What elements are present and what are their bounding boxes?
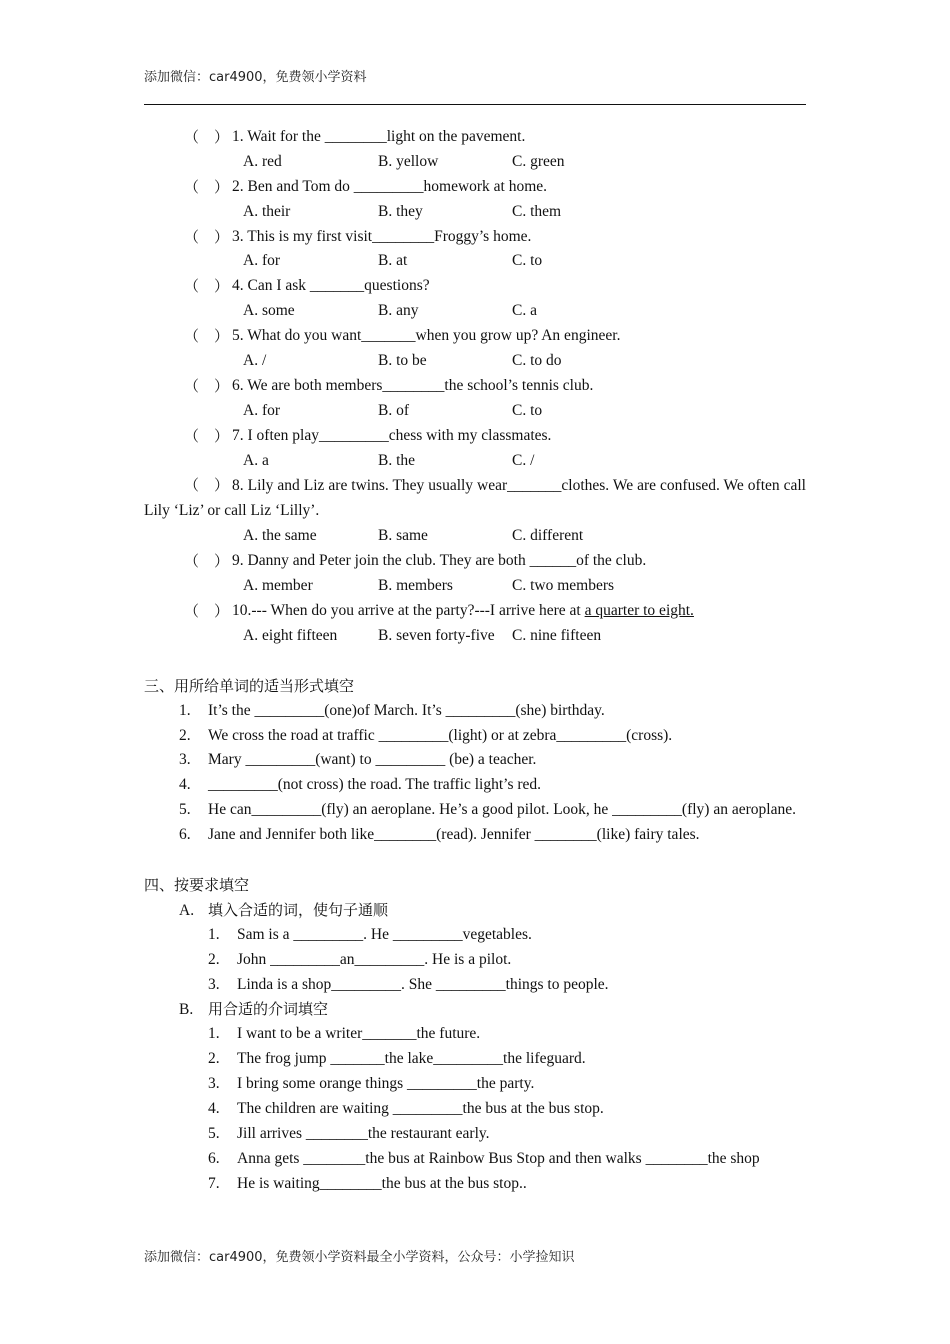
mcq-options [144,449,806,474]
option-c: C. a [512,302,537,320]
option-a: A. member [243,577,313,595]
option-b: B. to be [378,352,427,370]
mcq-question [144,599,806,624]
answer-blank[interactable]: （ ） [184,277,230,296]
fill-item [144,699,806,724]
item-text: He can_________(fly) an aeroplane. He’s a good pilot. Look, he _________(fly) an aeroplane. [208,801,796,819]
option-a: A. red [243,152,282,170]
option-b: B. any [378,302,419,320]
fill-item [144,973,806,998]
fill-item [144,1072,806,1097]
mcq-options [144,150,806,175]
mcq-question [144,225,806,250]
fill-item [144,923,806,948]
page-footer: 添加微信：car4900，免费领小学资料最全小学资料，公众号：小学捡知识 [144,1250,575,1265]
page-header: 添加微信：car4900，免费领小学资料 [144,70,367,85]
answer-blank[interactable]: （ ） [184,601,230,620]
item-number: 4. [208,1100,220,1117]
subsection-title [144,898,806,923]
item-text: The frog jump _______the lake_________the lifeguard. [237,1050,586,1068]
part-label: A. [179,901,195,919]
option-c: C. to do [512,352,562,370]
underlined-phrase: a quarter to eight. [584,601,694,619]
item-text: Sam is a _________. He _________vegetables. [237,925,532,943]
mcq-question [144,549,806,574]
mcq-options [144,249,806,274]
answer-blank[interactable]: （ ） [184,177,230,196]
mcq-options [144,524,806,549]
mcq-options [144,349,806,374]
item-number: 1. [208,1025,220,1043]
fill-item [144,1022,806,1047]
question-text: 1. Wait for the ________light on the pavement. [232,128,526,145]
fill-item [144,1097,806,1122]
fill-item [144,798,806,823]
subsection-title [144,997,806,1022]
fill-item [144,1147,806,1172]
fill-item [144,948,806,973]
option-a: A. some [243,302,295,320]
item-number: 2. [179,726,191,744]
fill-item [144,724,806,749]
header-rule [144,104,806,105]
fill-item [144,1047,806,1072]
answer-blank[interactable]: （ ） [184,476,230,495]
option-c: C. them [512,202,562,220]
item-number: 5. [179,801,191,819]
item-number: 3. [179,751,191,769]
item-number: 1. [208,925,220,943]
item-text: I bring some orange things _________the party. [237,1075,535,1093]
item-number: 4. [179,776,191,794]
item-text: He is waiting________the bus at the bus stop.. [237,1174,527,1192]
question-text: 8. Lily and Liz are twins. They usually wear_______clothes. We are confused. We often call Lily ‘Liz’ or call Liz ‘Lilly’. [144,477,806,520]
spacer [144,848,806,873]
answer-blank[interactable]: （ ） [184,128,230,146]
option-a: A. a [243,451,269,469]
item-text: I want to be a writer_______the future. [237,1025,481,1043]
section-title: 四、按要求填空 [144,875,250,894]
question-text: 4. Can I ask _______questions? [232,277,430,295]
option-b: B. the [378,451,416,469]
part-label: B. [179,1001,194,1019]
question-text: 3. This is my first visit________Froggy’s home. [232,227,532,245]
item-number: 7. [208,1174,220,1192]
question-text: 6. We are both members________the school’s tennis club. [232,376,594,394]
item-text: _________(not cross) the road. The traffic light’s red. [208,776,542,794]
option-b: B. yellow [378,152,439,170]
mcq-question [144,424,806,449]
mcq-options [144,200,806,225]
mcq-options [144,399,806,424]
option-b: B. seven forty-five [378,626,495,644]
item-number: 6. [179,826,191,844]
item-number: 5. [208,1124,220,1142]
option-c: C. / [512,451,535,469]
option-a: A. eight fifteen [243,626,338,644]
answer-blank[interactable]: （ ） [184,426,230,445]
spacer [144,649,806,674]
option-c: C. different [512,527,584,545]
option-c: C. to [512,401,543,419]
option-c: C. two members [512,577,615,595]
option-b: B. they [378,202,423,220]
answer-blank[interactable]: （ ） [184,376,230,395]
item-text: Mary _________(want) to _________ (be) a teacher. [208,751,537,769]
option-b: B. of [378,401,409,419]
question-text: 5. What do you want_______when you grow up? An engineer. [232,327,621,345]
item-number: 2. [208,950,220,968]
question-text: 7. I often play_________chess with my classmates. [232,426,552,444]
item-number: 6. [208,1149,220,1167]
option-c: C. green [512,152,565,170]
answer-blank[interactable]: （ ） [184,327,230,346]
fill-item [144,748,806,773]
option-a: A. for [243,401,281,419]
option-c: C. to [512,252,543,270]
answer-blank[interactable]: （ ） [184,227,230,246]
option-b: B. at [378,252,408,270]
question-text: 2. Ben and Tom do _________homework at home. [232,177,548,195]
item-text: John _________an_________. He is a pilot. [237,950,512,968]
mcq-options [144,299,806,324]
question-text: 9. Danny and Peter join the club. They are both ______of the club. [232,552,647,570]
item-text: We cross the road at traffic _________(light) or at zebra_________(cross). [208,726,673,744]
fill-item [144,823,806,848]
item-text: Linda is a shop_________. She _________things to people. [237,975,609,993]
part-title: 用合适的介词填空 [208,1000,329,1019]
fill-item [144,773,806,798]
item-number: 1. [179,701,191,719]
option-a: A. / [243,352,267,370]
mcq-list [144,125,806,473]
option-a: A. the same [243,527,317,545]
mcq-question [144,374,806,399]
mcq-question-8 [144,473,806,524]
mcq-options [144,624,806,649]
item-number: 3. [208,1075,220,1093]
item-text: The children are waiting _________the bus at the bus stop. [237,1100,604,1117]
mcq-question [144,175,806,200]
part-title: 填入合适的词，使句子通顺 [208,900,389,919]
item-number: 3. [208,975,220,993]
item-text: Jane and Jennifer both like________(read). Jennifer ________(like) fairy tales. [208,826,700,844]
option-b: B. same [378,527,428,545]
mcq-question [144,324,806,349]
worksheet-content [144,125,806,1197]
option-b: B. members [378,577,453,595]
item-number: 2. [208,1050,220,1068]
option-a: A. for [243,252,281,270]
mcq-question [144,274,806,299]
fill-item [144,1122,806,1147]
question-text: 10.--- When do you arrive at the party?---I arrive here at [232,601,585,619]
mcq-options [144,574,806,599]
fill-item [144,1172,806,1197]
mcq-question [144,125,806,150]
answer-blank[interactable]: （ ） [184,552,230,571]
item-text: It’s the _________(one)of March. It’s _________(she) birthday. [208,701,605,719]
section-title: 三、用所给单词的适当形式填空 [144,676,355,695]
option-c: C. nine fifteen [512,626,602,644]
item-text: Anna gets ________the bus at Rainbow Bus Stop and then walks ________the shop [237,1149,760,1167]
option-a: A. their [243,202,291,220]
item-text: Jill arrives ________the restaurant early. [237,1124,490,1142]
